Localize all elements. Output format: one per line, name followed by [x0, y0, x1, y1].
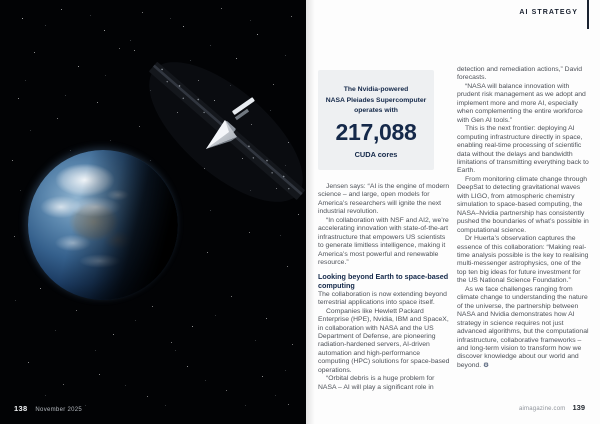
body-paragraph: “Orbital debris is a huge problem for NASA – AI will play a significant role in [318, 375, 435, 391]
stat-caption: CUDA cores [354, 149, 398, 159]
body-paragraph: “NASA will balance innovation with prudent risk management as we adopt and implement more and more AI, especially when complementing the entire workforce with Gen AI tools.” [457, 82, 586, 124]
article-column-right [457, 66, 591, 406]
body-paragraph: Dr Huerta’s observation captures the essence of this collaboration: “Making real-time analysis possible is the key to realising multi-messenger astrophysics, one of the top ten big ideas for future investment for the US National Science Foundation.” [457, 235, 589, 285]
right-page-article [306, 0, 600, 424]
section-tag-bar [587, 0, 590, 29]
body-paragraph: From monitoring climate change through DeepSat to detecting gravitational waves with LIGO, from atmospheric chemistry simulation to space-based computing, the NASA–Nvidia partnership has consistently pushed the boundaries of what’s possible in computational science. [457, 175, 589, 234]
body-paragraph: detection and remediation actions,” David forecasts. [457, 66, 583, 82]
body-paragraph: This is the next frontier: deploying AI computing infrastructure directly in space, enabling real-time processing of scientific data without the delays and bandwidth limitations of transmitting everything back to Earth. [457, 125, 589, 175]
callout-line: The Nvidia-powered [343, 86, 409, 93]
article-end-icon: ⚙ [483, 361, 489, 369]
paragraph-text: As we face challenges ranging from climate change to understanding the nature of the universe, the partnership between NASA and Nvidia demonstrates how AI strategy in science requires not just advanced algorithms, but the computational infrastructure, collaborative frameworks – and long-term vision to transform how we discover knowledge about our world and beyond. [457, 285, 589, 369]
stat-callout-box [318, 70, 434, 170]
callout-line: NASA Pleiades Supercomputer [325, 96, 427, 104]
right-page-footer [519, 403, 585, 412]
right-page-number: 139 [572, 403, 585, 412]
body-paragraph: The collaboration is now extending beyond terrestrial applications into space itself. [318, 290, 447, 307]
left-page-footer [14, 404, 82, 413]
article-column-left [318, 183, 452, 408]
body-paragraph: Jensen says: “AI is the engine of modern science – and large, open models for America’s researchers will ignite the next industrial revolution. [318, 183, 450, 216]
subheading: Looking beyond Earth to space-based computing [318, 271, 449, 291]
callout-line: operates with [354, 107, 398, 114]
body-paragraph [457, 286, 591, 371]
section-tag: AI STRATEGY [519, 9, 578, 16]
body-paragraph: “In collaboration with NSF and AI2, we’re accelerating innovation with state-of-the-art infrastructure that empowers US scientists to generate limitless intelligence, making it America’s most powerful and renewable resource.” [318, 216, 449, 267]
left-page-number: 138 [14, 404, 28, 413]
magazine-website: aimagazine.com [518, 406, 566, 412]
issue-date: November 2025 [35, 407, 83, 413]
body-paragraph: Companies like Hewlett Packard Enterprise (HPE), Nvidia, IBM and SpaceX, in collaboration with NASA and the US Department of Defense, are pioneering radiation-hardened servers, AI-driven automation and high-performance computing (HPC) solutions for space-based operations. [318, 307, 450, 374]
cuda-cores-stat: 217,088 [335, 118, 417, 145]
